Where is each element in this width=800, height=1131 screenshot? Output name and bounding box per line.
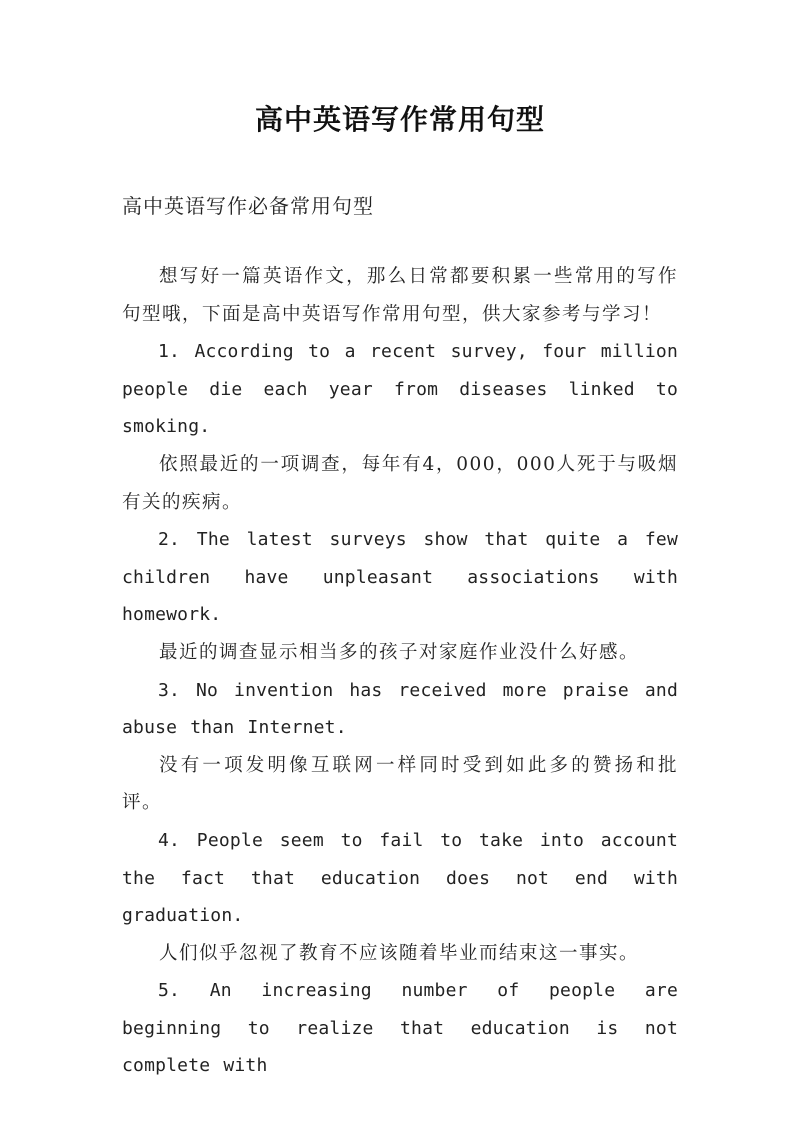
- sentence-1-chinese: 依照最近的一项调查，每年有4，000，000人死于与吸烟有关的疾病。: [122, 453, 678, 513]
- document-title: 高中英语写作常用句型: [254, 103, 545, 136]
- sentence-4-chinese: 人们似乎忽视了教育不应该随着毕业而结束这一事实。: [159, 942, 640, 964]
- sentence-3-chinese: 没有一项发明像互联网一样同时受到如此多的赞扬和批评。: [122, 754, 678, 814]
- sentence-2-english: 2. The latest surveys show that quite a few children have unpleasant associations with homework.: [122, 529, 678, 626]
- document-body: [122, 258, 678, 1085]
- document-subtitle: 高中英语写作必备常用句型: [122, 194, 374, 218]
- sentence-4-english: 4. People seem to fail to take into account the fact that education does not end with graduation.: [122, 829, 678, 927]
- sentence-5-english: 5. An increasing number of people are beginning to realize that education is not complete with: [122, 980, 678, 1077]
- sentence-1-english: 1. According to a recent survey, four million people die each year from diseases linked to smoking.: [122, 341, 678, 438]
- sentence-3-english: 3. No invention has received more praise and abuse than Internet.: [122, 679, 678, 739]
- sentence-2-chinese: 最近的调查显示相当多的孩子对家庭作业没什么好感。: [159, 641, 640, 663]
- intro-paragraph: 想写好一篇英语作文，那么日常都要积累一些常用的写作句型哦，下面是高中英语写作常用句型，供大家参考与学习！: [122, 266, 678, 325]
